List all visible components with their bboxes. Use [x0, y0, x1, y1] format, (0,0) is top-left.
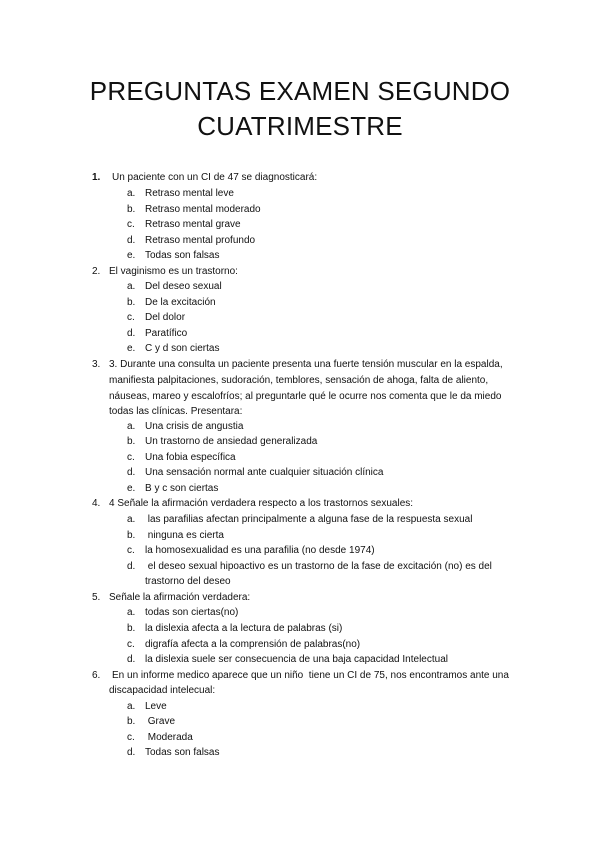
option-text: Grave	[145, 716, 176, 727]
option-letter: a.	[127, 514, 136, 525]
option-letter: d.	[127, 467, 136, 478]
question-text: Un paciente con un CI de 47 se diagnosticará:	[112, 172, 318, 183]
option-letter: b.	[127, 297, 136, 308]
question-text: El vaginismo es un trastorno:	[109, 266, 238, 277]
option-text: digrafía afecta a la comprensión de palabras(no)	[145, 639, 361, 650]
option-letter: b.	[127, 623, 136, 634]
option-letter: b.	[127, 204, 136, 215]
option-letter: d.	[127, 654, 136, 665]
option-letter: e.	[127, 343, 136, 354]
question-number: 6.	[92, 670, 101, 681]
option-letter: c.	[127, 639, 135, 650]
option-letter: a.	[127, 281, 136, 292]
option-text: C y d son ciertas	[145, 343, 220, 354]
option-text: la dislexia afecta a la lectura de palabras (si)	[145, 623, 343, 634]
option-text: Todas son falsas	[145, 747, 220, 758]
option-text: Una crisis de angustia	[145, 421, 244, 432]
question-number: 2.	[92, 266, 101, 277]
question-number: 4.	[92, 498, 101, 509]
option-letter: a.	[127, 188, 136, 199]
option-letter: c.	[127, 732, 135, 743]
question-text-line: manifiesta palpitaciones, sudoración, temblores, sensación de ahoga, falta de aliento,	[109, 375, 489, 386]
question-text-line: 3. Durante una consulta un paciente presenta una fuerte tensión muscular en la espalda,	[109, 359, 503, 370]
option-letter: a.	[127, 421, 136, 432]
option-letter: c.	[127, 219, 135, 230]
option-text: B y c son ciertas	[145, 483, 219, 494]
option-letter: a.	[127, 701, 136, 712]
option-text: las parafilias afectan principalmente a alguna fase de la respuesta sexual	[145, 514, 473, 525]
option-text: Retraso mental leve	[145, 188, 234, 199]
option-text: ninguna es cierta	[145, 530, 224, 541]
question-number: 3.	[92, 359, 101, 370]
question-text-line: náuseas, mareo y escalofríos; al preguntarle qué le ocurre nos comenta que le da miedo	[109, 391, 502, 402]
option-letter: e.	[127, 483, 136, 494]
question-number: 5.	[92, 592, 101, 603]
option-text: Del dolor	[145, 312, 186, 323]
document-title-line-2: CUATRIMESTRE	[197, 111, 403, 141]
document-title-line-1: PREGUNTAS EXAMEN SEGUNDO	[89, 76, 511, 106]
question-text-line: discapacidad intelecual:	[109, 685, 216, 696]
option-letter: d.	[127, 747, 136, 758]
option-text: Un trastorno de ansiedad generalizada	[145, 436, 318, 447]
option-letter: d.	[127, 561, 136, 572]
option-letter: d.	[127, 235, 136, 246]
option-text: Una sensación normal ante cualquier situación clínica	[145, 467, 384, 478]
option-text: Retraso mental moderado	[145, 204, 261, 215]
question-text-line: En un informe medico aparece que un niño tiene un CI de 75, nos encontramos ante una	[112, 670, 509, 681]
question-number: 1.	[92, 172, 101, 183]
option-letter: d.	[127, 328, 136, 339]
option-text: Todas son falsas	[145, 250, 220, 261]
option-text: Una fobia específica	[145, 452, 236, 463]
option-letter: a.	[127, 607, 136, 618]
option-letter: c.	[127, 312, 135, 323]
option-letter: b.	[127, 716, 136, 727]
option-text: la dislexia suele ser consecuencia de una baja capacidad Intelectual	[145, 654, 448, 665]
question-text: Señale la afirmación verdadera:	[109, 592, 251, 603]
option-letter: e.	[127, 250, 136, 261]
option-text-line: el deseo sexual hipoactivo es un trastorno de la fase de excitación (no) es del	[145, 561, 492, 572]
option-text: Retraso mental grave	[145, 219, 241, 230]
option-text: Paratífico	[145, 328, 188, 339]
option-text-line: trastorno del deseo	[145, 576, 231, 587]
option-text: todas son ciertas(no)	[145, 607, 239, 618]
option-text: la homosexualidad es una parafilia (no desde 1974)	[145, 545, 375, 556]
option-letter: c.	[127, 452, 135, 463]
option-text: Retraso mental profundo	[145, 235, 256, 246]
option-text: Leve	[145, 701, 167, 712]
option-text: De la excitación	[145, 297, 216, 308]
option-text: Del deseo sexual	[145, 281, 222, 292]
option-letter: c.	[127, 545, 135, 556]
option-text: Moderada	[145, 732, 193, 743]
option-letter: b.	[127, 530, 136, 541]
option-letter: b.	[127, 436, 136, 447]
question-text-line: todas las clínicas. Presentara:	[109, 406, 243, 417]
question-text: 4 Señale la afirmación verdadera respecto a los trastornos sexuales:	[109, 498, 414, 509]
